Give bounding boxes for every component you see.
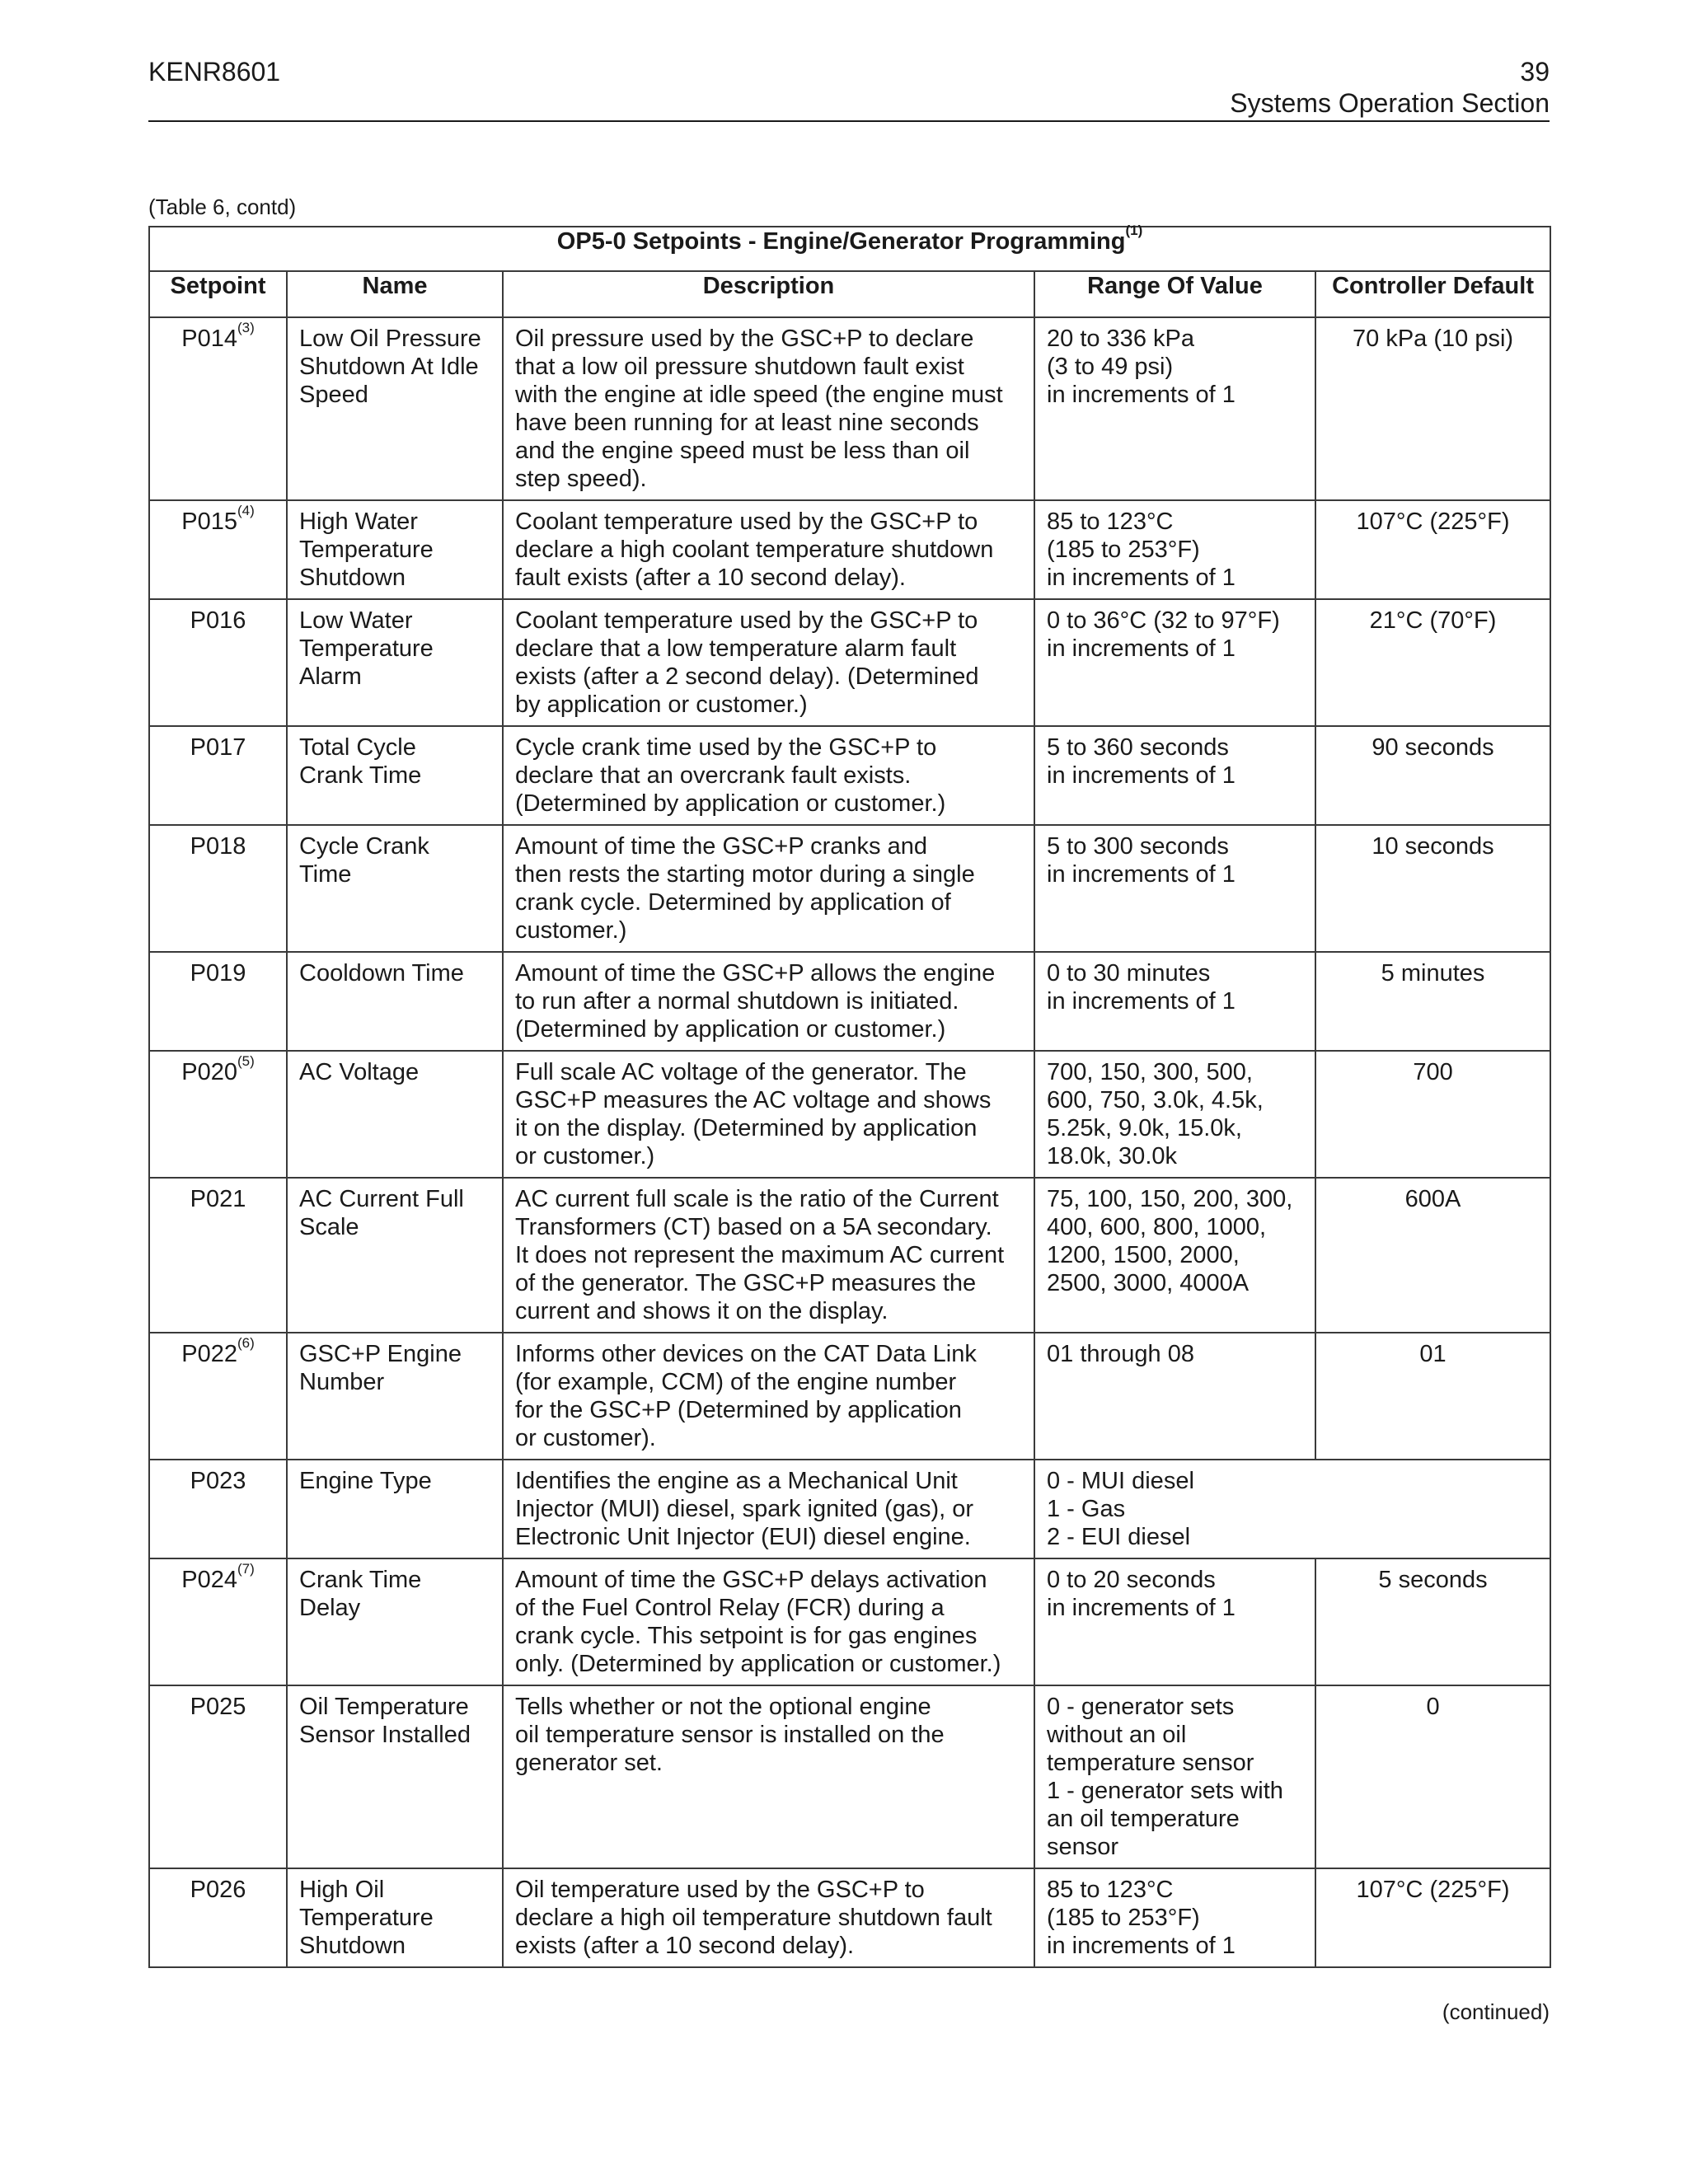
description-line: (Determined by application or customer.) [515,790,946,817]
range-line: in increments of 1 [1047,382,1236,408]
setpoint-code: P026 [190,1877,246,1903]
range-line: in increments of 1 [1047,988,1236,1015]
table-row [149,500,1550,599]
name-line: AC Voltage [299,1059,420,1085]
table-title [149,223,1550,271]
name-line: Temperature [299,1905,434,1931]
name-cell [287,599,503,726]
description-line: It does not represent the maximum AC current [515,1242,1005,1268]
range-cell [1034,1460,1550,1558]
description-line: generator set. [515,1750,663,1776]
range-line: without an oil [1047,1722,1187,1748]
setpoint-note: (5) [237,1053,255,1069]
table-row [149,825,1550,952]
name-line: Low Water [299,607,413,634]
description-line: declare a high oil temperature shutdown fault [515,1905,992,1931]
description-cell [503,1558,1034,1685]
name-line: Shutdown At Idle [299,354,479,380]
table-row [149,1868,1550,1967]
default-cell: 5 seconds [1315,1558,1550,1685]
continued-note: (continued) [1442,1999,1550,2024]
range-line: (185 to 253°F) [1047,1905,1200,1931]
table-title-row [149,227,1550,271]
column-header-description: Description [503,271,1034,317]
range-cell [1034,1333,1315,1460]
description-line: customer.) [515,917,627,944]
range-cell [1034,599,1315,726]
setpoint-note: (4) [237,503,255,518]
description-cell [503,1685,1034,1868]
range-line: 85 to 123°C [1047,509,1174,535]
name-line: Scale [299,1214,359,1240]
range-line: 20 to 336 kPa [1047,326,1194,352]
description-cell [503,1051,1034,1178]
setpoint-note: (6) [237,1335,255,1351]
name-line: Sensor Installed [299,1722,471,1748]
name-line: Low Oil Pressure [299,326,481,352]
description-cell [503,500,1034,599]
setpoint-code: P022 [181,1341,237,1367]
name-line: Temperature [299,537,434,563]
setpoint-cell [149,1685,287,1868]
name-line: Engine Type [299,1468,432,1494]
setpoint-note: (7) [237,1561,255,1577]
description-line: declare that a low temperature alarm fault [515,635,957,662]
column-header-setpoint: Setpoint [149,271,287,317]
range-cell [1034,500,1315,599]
description-line: then rests the starting motor during a single [515,861,975,888]
range-line: 18.0k, 30.0k [1047,1143,1177,1169]
name-line: Speed [299,382,368,408]
range-line: in increments of 1 [1047,1595,1236,1621]
range-cell [1034,1685,1315,1868]
name-cell [287,1868,503,1967]
table-row [149,1558,1550,1685]
description-line: Electronic Unit Injector (EUI) diesel engine. [515,1524,971,1550]
description-line: for the GSC+P (Determined by application [515,1397,962,1423]
description-cell [503,1333,1034,1460]
range-line: in increments of 1 [1047,635,1236,662]
range-line: 0 - MUI diesel [1047,1468,1194,1494]
range-line: 1 - generator sets with [1047,1778,1283,1804]
range-line: 0 to 36°C (32 to 97°F) [1047,607,1280,634]
description-cell [503,599,1034,726]
description-line: Tells whether or not the optional engine [515,1694,931,1720]
range-cell [1034,1868,1315,1967]
range-cell [1034,317,1315,500]
range-cell [1034,1051,1315,1178]
table-row [149,599,1550,726]
description-line: (for example, CCM) of the engine number [515,1369,957,1395]
setpoint-code: P021 [190,1186,246,1212]
range-line: 5 to 300 seconds [1047,833,1229,860]
range-line: in increments of 1 [1047,565,1236,591]
name-line: Delay [299,1595,361,1621]
description-cell [503,952,1034,1051]
name-line: Number [299,1369,385,1395]
description-line: Cycle crank time used by the GSC+P to [515,734,937,761]
description-line: Identifies the engine as a Mechanical Unit [515,1468,958,1494]
table-row [149,317,1550,500]
setpoint-cell [149,1178,287,1333]
document-id: KENR8601 [148,57,281,87]
name-cell [287,726,503,825]
default-cell: 700 [1315,1051,1550,1178]
name-line: Alarm [299,663,362,690]
description-line: have been running for at least nine seconds [515,410,979,436]
range-line: 5.25k, 9.0k, 15.0k, [1047,1115,1242,1141]
description-line: Amount of time the GSC+P delays activation [515,1567,987,1593]
table-row [149,1333,1550,1460]
description-line: GSC+P measures the AC voltage and shows [515,1087,992,1113]
setpoint-cell [149,1460,287,1558]
section-title: Systems Operation Section [1230,88,1550,118]
description-line: exists (after a 2 second delay). (Determined [515,663,979,690]
table-row [149,726,1550,825]
description-line: declare a high coolant temperature shutdown [515,537,994,563]
setpoint-code: P018 [190,833,246,860]
description-line: of the Fuel Control Relay (FCR) during a [515,1595,945,1621]
description-line: exists (after a 10 second delay). [515,1933,855,1959]
name-line: Oil Temperature [299,1694,469,1720]
column-header-range: Range Of Value [1034,271,1315,317]
setpoint-cell [149,825,287,952]
description-line: current and shows it on the display. [515,1298,889,1324]
range-line: 700, 150, 300, 500, [1047,1059,1253,1085]
description-line: step speed). [515,466,647,492]
description-line: fault exists (after a 10 second delay). [515,565,906,591]
setpoint-code: P016 [190,607,246,634]
setpoint-code: P017 [190,734,246,761]
range-line: 2500, 3000, 4000A [1047,1270,1250,1296]
setpoint-cell [149,500,287,599]
range-cell [1034,726,1315,825]
setpoint-code: P024 [181,1567,237,1593]
range-line: 75, 100, 150, 200, 300, [1047,1186,1293,1212]
column-header-name: Name [287,271,503,317]
table-row [149,952,1550,1051]
table-title-note: (1) [1125,223,1143,238]
header-rule [148,120,1550,122]
description-line: of the generator. The GSC+P measures the [515,1270,977,1296]
description-line: it on the display. (Determined by application [515,1115,978,1141]
description-line: to run after a normal shutdown is initiated. [515,988,959,1015]
name-line: Crank Time [299,1567,422,1593]
table-caption: (Table 6, contd) [148,194,297,219]
setpoint-code: P025 [190,1694,246,1720]
default-cell: 107°C (225°F) [1315,500,1550,599]
description-line: by application or customer.) [515,691,808,718]
name-cell [287,1460,503,1558]
table-row [149,1460,1550,1558]
range-line: temperature sensor [1047,1750,1254,1776]
description-line: and the engine speed must be less than oil [515,438,970,464]
setpoint-code: P014 [181,326,237,352]
column-header-default: Controller Default [1315,271,1550,317]
range-cell [1034,825,1315,952]
range-line: (185 to 253°F) [1047,537,1200,563]
setpoint-cell [149,1868,287,1967]
range-line: 1 - Gas [1047,1496,1126,1522]
setpoint-code: P023 [190,1468,246,1494]
default-cell: 600A [1315,1178,1550,1333]
description-line: Oil temperature used by the GSC+P to [515,1877,925,1903]
description-cell [503,1868,1034,1967]
range-line: in increments of 1 [1047,1933,1236,1959]
name-line: AC Current Full [299,1186,464,1212]
range-line: 0 to 30 minutes [1047,960,1211,987]
setpoints-table [148,223,1551,1968]
range-line: 400, 600, 800, 1000, [1047,1214,1267,1240]
range-line: 600, 750, 3.0k, 4.5k, [1047,1087,1264,1113]
description-line: crank cycle. This setpoint is for gas engines [515,1623,978,1649]
name-line: High Water [299,509,418,535]
description-line: (Determined by application or customer.) [515,1016,946,1043]
default-cell: 90 seconds [1315,726,1550,825]
range-line: 85 to 123°C [1047,1877,1174,1903]
description-line: or customer.) [515,1143,655,1169]
table-row [149,1051,1550,1178]
description-line: Transformers (CT) based on a 5A secondary. [515,1214,992,1240]
column-header-row [149,271,1550,317]
description-line: Coolant temperature used by the GSC+P to [515,509,978,535]
setpoint-code: P019 [190,960,246,987]
range-line: (3 to 49 psi) [1047,354,1174,380]
name-line: Shutdown [299,565,406,591]
default-cell: 01 [1315,1333,1550,1460]
default-cell: 0 [1315,1685,1550,1868]
default-cell: 107°C (225°F) [1315,1868,1550,1967]
description-cell [503,726,1034,825]
description-line: Coolant temperature used by the GSC+P to [515,607,978,634]
setpoint-cell [149,726,287,825]
range-cell [1034,1178,1315,1333]
description-line: crank cycle. Determined by application of [515,889,951,916]
name-cell [287,317,503,500]
description-cell [503,1178,1034,1333]
description-cell [503,825,1034,952]
range-cell [1034,1558,1315,1685]
range-line: 1200, 1500, 2000, [1047,1242,1240,1268]
table-row [149,1685,1550,1868]
name-line: Time [299,861,352,888]
name-line: Cycle Crank [299,833,429,860]
description-line: Informs other devices on the CAT Data Link [515,1341,977,1367]
table-row [149,1178,1550,1333]
name-line: Temperature [299,635,434,662]
range-line: 01 through 08 [1047,1341,1194,1367]
name-line: GSC+P Engine [299,1341,462,1367]
default-cell: 5 minutes [1315,952,1550,1051]
setpoint-code: P020 [181,1059,237,1085]
description-line: Amount of time the GSC+P allows the engine [515,960,996,987]
name-line: Crank Time [299,762,422,789]
description-line: AC current full scale is the ratio of the Current [515,1186,999,1212]
description-line: or customer). [515,1425,656,1451]
description-line: with the engine at idle speed (the engine must [515,382,1003,408]
table-body [149,317,1550,1967]
default-cell: 21°C (70°F) [1315,599,1550,726]
name-cell [287,825,503,952]
name-line: High Oil [299,1877,385,1903]
setpoint-cell [149,1051,287,1178]
setpoint-note: (3) [237,320,255,335]
range-line: 0 to 20 seconds [1047,1567,1216,1593]
setpoint-cell [149,1333,287,1460]
name-cell [287,1558,503,1685]
description-line: Amount of time the GSC+P cranks and [515,833,927,860]
description-line: Injector (MUI) diesel, spark ignited (gas), or [515,1496,974,1522]
setpoint-cell [149,1558,287,1685]
page-number: 39 [1520,57,1550,87]
range-line: 2 - EUI diesel [1047,1524,1191,1550]
setpoint-cell [149,952,287,1051]
name-line: Total Cycle [299,734,416,761]
range-line: sensor [1047,1834,1119,1860]
default-cell: 70 kPa (10 psi) [1315,317,1550,500]
name-line: Shutdown [299,1933,406,1959]
default-cell: 10 seconds [1315,825,1550,952]
description-line: declare that an overcrank fault exists. [515,762,912,789]
description-line: that a low oil pressure shutdown fault exist [515,354,964,380]
name-line: Cooldown Time [299,960,464,987]
name-cell [287,1333,503,1460]
setpoint-cell [149,599,287,726]
setpoint-cell [149,317,287,500]
setpoint-code: P015 [181,509,237,535]
description-cell [503,317,1034,500]
table-title-text: OP5-0 Setpoints - Engine/Generator Programming [556,228,1126,255]
description-cell [503,1460,1034,1558]
description-line: Full scale AC voltage of the generator. The [515,1059,967,1085]
description-line: only. (Determined by application or customer.) [515,1651,1001,1677]
range-line: 0 - generator sets [1047,1694,1235,1720]
range-line: in increments of 1 [1047,861,1236,888]
name-cell [287,1685,503,1868]
description-line: oil temperature sensor is installed on the [515,1722,945,1748]
name-cell [287,1178,503,1333]
range-line: 5 to 360 seconds [1047,734,1229,761]
name-cell [287,500,503,599]
name-cell [287,1051,503,1178]
range-cell [1034,952,1315,1051]
range-line: in increments of 1 [1047,762,1236,789]
range-line: an oil temperature [1047,1806,1240,1832]
description-line: Oil pressure used by the GSC+P to declare [515,326,974,352]
name-cell [287,952,503,1051]
